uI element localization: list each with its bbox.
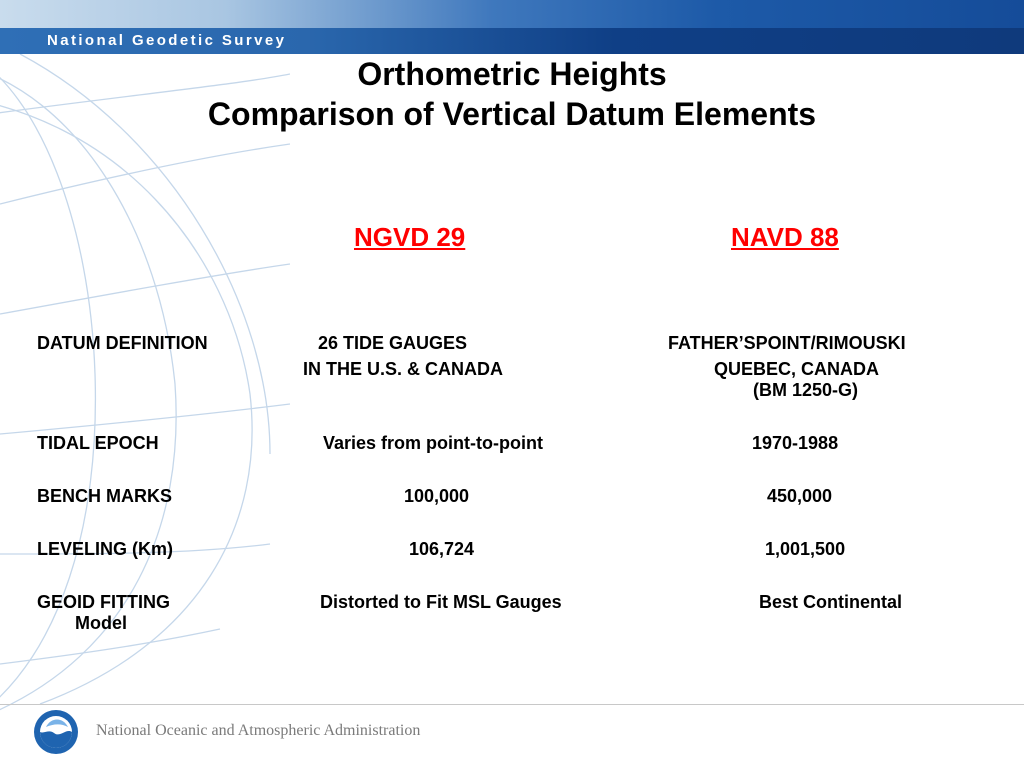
navd-geoid-fitting: Best Continental [759,592,903,612]
ngvd-bench-marks: 100,000 [404,486,470,506]
row-label-tidal-epoch: TIDAL EPOCH [37,433,159,453]
navd-bench-marks: 450,000 [767,486,833,506]
title-line-2: Comparison of Vertical Datum Elements [207,96,817,132]
navd-leveling: 1,001,500 [765,539,846,559]
ngvd-datum-definition-line-2: IN THE U.S. & CANADA [303,359,504,379]
row-label-datum-definition: DATUM DEFINITION [37,333,208,353]
footer-divider [0,704,1024,705]
noaa-logo-icon [33,709,79,755]
navd-datum-definition-line-1: FATHER’SPOINT/RIMOUSKI [668,333,906,353]
ngvd-leveling: 106,724 [409,539,475,559]
header-title: National Geodetic Survey [47,32,287,49]
slide-title [0,54,1024,134]
ngvd-geoid-fitting: Distorted to Fit MSL Gauges [320,592,562,612]
ngvd-datum-definition-line-1: 26 TIDE GAUGES [318,333,468,353]
footer-agency-name: National Oceanic and Atmospheric Administration [96,722,421,739]
header-bar [0,0,1024,54]
ngvd-tidal-epoch: Varies from point-to-point [323,433,543,453]
row-label-leveling: LEVELING (Km) [37,539,174,559]
navd-tidal-epoch: 1970-1988 [752,433,839,453]
geoid-fitting-continuation: Model [75,613,127,633]
column-header-ngvd29: NGVD 29 [354,222,466,252]
globe-watermark [0,54,290,714]
navd-datum-definition-line-3: (BM 1250-G) [753,380,859,400]
row-label-geoid-fitting: GEOID FITTING [37,592,170,612]
row-label-bench-marks: BENCH MARKS [37,486,172,506]
title-line-1: Orthometric Heights [357,56,667,92]
navd-datum-definition-line-2: QUEBEC, CANADA [714,359,880,379]
column-header-navd88: NAVD 88 [731,222,839,252]
